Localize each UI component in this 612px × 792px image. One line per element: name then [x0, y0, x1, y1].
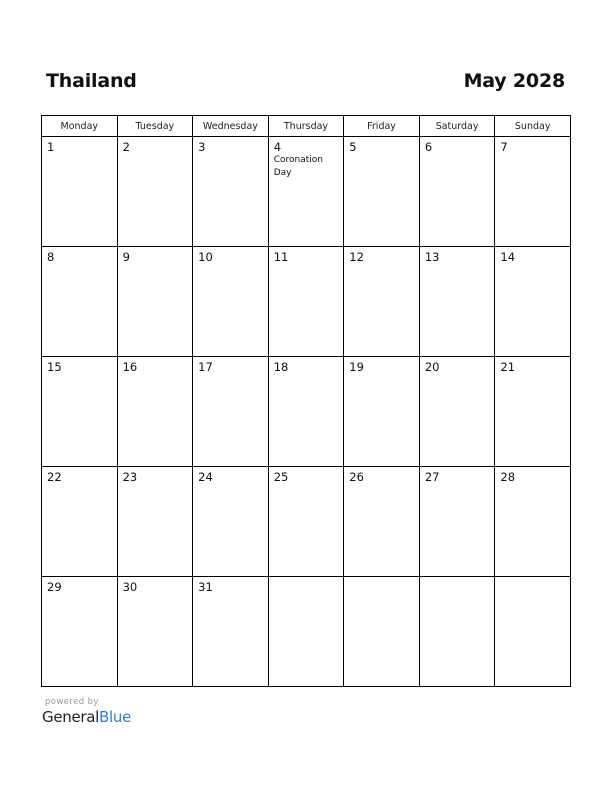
week-row — [42, 247, 571, 357]
brand-name-general: General — [42, 708, 100, 726]
day-cell — [495, 577, 571, 687]
day-cell — [42, 247, 118, 357]
day-cell — [193, 577, 269, 687]
day-cell — [117, 137, 193, 247]
day-number: 3 — [198, 140, 206, 154]
day-cell — [117, 577, 193, 687]
weekday-header: Tuesday — [117, 116, 193, 137]
day-cell — [42, 467, 118, 577]
day-cell — [268, 137, 344, 247]
day-cell — [344, 467, 420, 577]
week-row — [42, 357, 571, 467]
day-cell — [42, 357, 118, 467]
day-cell — [193, 357, 269, 467]
day-number: 11 — [273, 250, 289, 264]
day-number — [420, 577, 495, 580]
day-number: 2 — [122, 140, 130, 154]
weekday-header: Saturday — [419, 116, 495, 137]
day-number: 10 — [198, 250, 213, 264]
weekday-header: Thursday — [268, 116, 344, 137]
generalblue-logo[interactable] — [42, 708, 131, 726]
day-number: 18 — [273, 360, 289, 374]
day-number: 22 — [47, 470, 62, 484]
day-number: 12 — [349, 250, 364, 264]
day-cell — [193, 467, 269, 577]
week-row — [42, 137, 571, 247]
day-cell — [117, 247, 193, 357]
day-cell — [495, 137, 571, 247]
day-number: 25 — [273, 470, 289, 484]
holiday-label: Coronation Day — [273, 155, 323, 178]
day-number: 23 — [122, 470, 138, 484]
day-cell — [42, 137, 118, 247]
day-cell — [344, 247, 420, 357]
powered-by-label: powered by — [45, 697, 99, 707]
day-cell — [42, 577, 118, 687]
day-cell — [344, 577, 420, 687]
day-cell — [268, 577, 344, 687]
day-cell — [419, 247, 495, 357]
day-number: 29 — [47, 580, 62, 594]
day-cell — [268, 247, 344, 357]
day-number: 6 — [424, 140, 433, 154]
country-title: Thailand — [46, 70, 137, 92]
day-cell — [117, 467, 193, 577]
day-number: 5 — [349, 140, 357, 154]
day-cell — [419, 467, 495, 577]
weekday-header: Monday — [42, 116, 118, 137]
day-number: 13 — [424, 250, 440, 264]
day-number: 9 — [122, 250, 130, 264]
day-number: 30 — [122, 580, 138, 594]
day-cell — [193, 247, 269, 357]
day-number: 20 — [424, 360, 440, 374]
day-number: 26 — [349, 470, 364, 484]
weekday-header: Sunday — [495, 116, 571, 137]
day-number: 7 — [500, 140, 508, 154]
calendar-grid — [41, 115, 571, 687]
day-cell — [419, 577, 495, 687]
day-number: 14 — [500, 250, 516, 264]
day-number: 28 — [500, 470, 516, 484]
day-number: 24 — [198, 470, 213, 484]
day-cell — [495, 247, 571, 357]
day-cell — [419, 357, 495, 467]
day-cell — [268, 467, 344, 577]
day-number: 16 — [122, 360, 138, 374]
day-number: 27 — [424, 470, 440, 484]
week-row — [42, 467, 571, 577]
day-number: 8 — [47, 250, 55, 264]
day-cell — [344, 357, 420, 467]
day-cell — [344, 137, 420, 247]
weekday-header: Wednesday — [193, 116, 269, 137]
day-number — [344, 577, 419, 580]
day-cell — [193, 137, 269, 247]
day-cell — [117, 357, 193, 467]
month-year-title: May 2028 — [463, 70, 565, 92]
week-row — [42, 577, 571, 687]
day-number: 4 — [273, 140, 282, 154]
day-cell — [495, 467, 571, 577]
day-cell — [419, 137, 495, 247]
brand-name-blue: Blue — [99, 708, 132, 726]
day-number — [495, 577, 570, 580]
day-number: 31 — [198, 580, 213, 594]
day-number: 17 — [198, 360, 213, 374]
day-number — [269, 577, 344, 580]
day-number: 15 — [47, 360, 62, 374]
day-cell — [268, 357, 344, 467]
weekday-header: Friday — [344, 116, 420, 137]
day-cell — [495, 357, 571, 467]
day-number: 19 — [349, 360, 364, 374]
day-number: 1 — [47, 140, 55, 154]
day-number: 21 — [500, 360, 516, 374]
weekday-header-row — [42, 116, 571, 137]
